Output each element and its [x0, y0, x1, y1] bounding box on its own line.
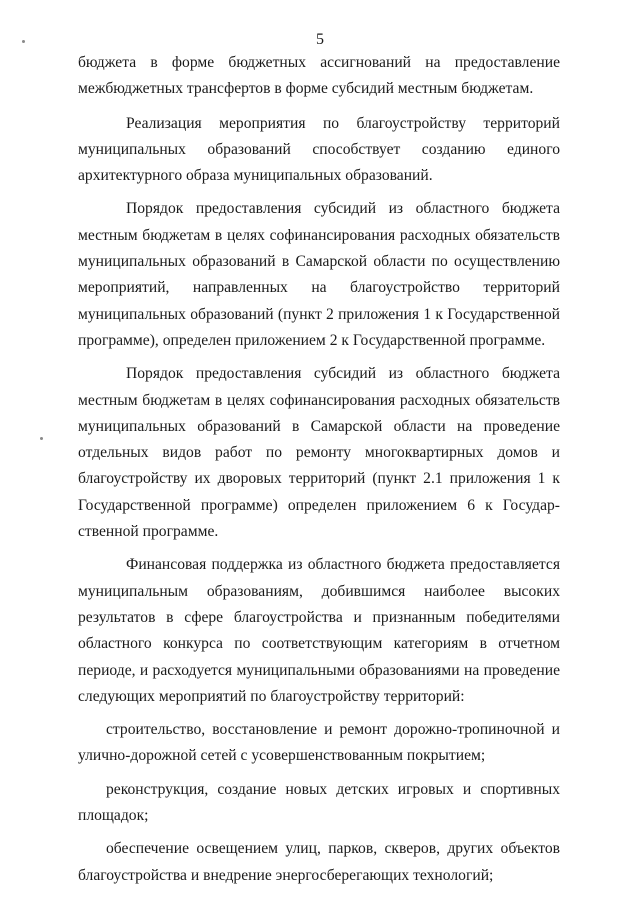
list-item-road-construction: строительство, восстановление и ремонт дорожно-тропиночной и улично-дорожной сетей с усовершенствованным покрытием;	[78, 721, 560, 765]
paragraph-subsidy-order-landscaping: Порядок предоставления субсидий из областного бюджета местным бюджетам в целях софинансирования расходных обязательств муниципальных образований в Самарской области по осуществлению мероприятий, направленных на благоустройство территорий муниципальных образований (пункт 2 приложения 1 к Государственной программе), определен приложением 2 к Государственной программе.	[78, 200, 560, 349]
scan-speck	[40, 437, 43, 440]
list-item-lighting: обеспечение освещением улиц, парков, скверов, других объектов благоустройства и внедрение энергосберегающих технологий;	[78, 840, 560, 884]
body-text	[78, 50, 560, 889]
paragraph-subsidy-order-repair: Порядок предоставления субсидий из областного бюджета местным бюджетам в целях софинансирования расходных обязательств муниципальных образований в Самарской области на проведение отдельных видов работ по ремонту многоквартирных домов и благоустройству их дворовых территорий (пункт 2.1 приложения 1 к Государственной программе) определен приложением 6 к Государ-ственной программе.	[78, 365, 560, 541]
list-item-playgrounds: реконструкция, создание новых детских игровых и спортивных площадок;	[78, 780, 560, 825]
paragraph-financial-support: Финансовая поддержка из областного бюджета предоставляется муниципальным образованиям, добившимся наиболее высоких результатов в сфере благоустройства и признанным победителями областного конкурса по соответствующим категориям в отчетном периоде, и расходуется муниципальными образованиями на проведение следующих мероприятий по благоустройству территорий:	[78, 556, 560, 705]
scan-speck	[22, 40, 25, 43]
paragraph-budget-transfers: бюджета в форме бюджетных ассигнований на предоставление межбюджетных трансфертов в форме субсидий местным бюджетам.	[78, 54, 560, 98]
page-number: 5	[316, 31, 324, 48]
paragraph-implementation: Реализация мероприятия по благоустройству территорий муниципальных образований способствует созданию единого архитектурного образа муниципальных образований.	[78, 114, 560, 185]
